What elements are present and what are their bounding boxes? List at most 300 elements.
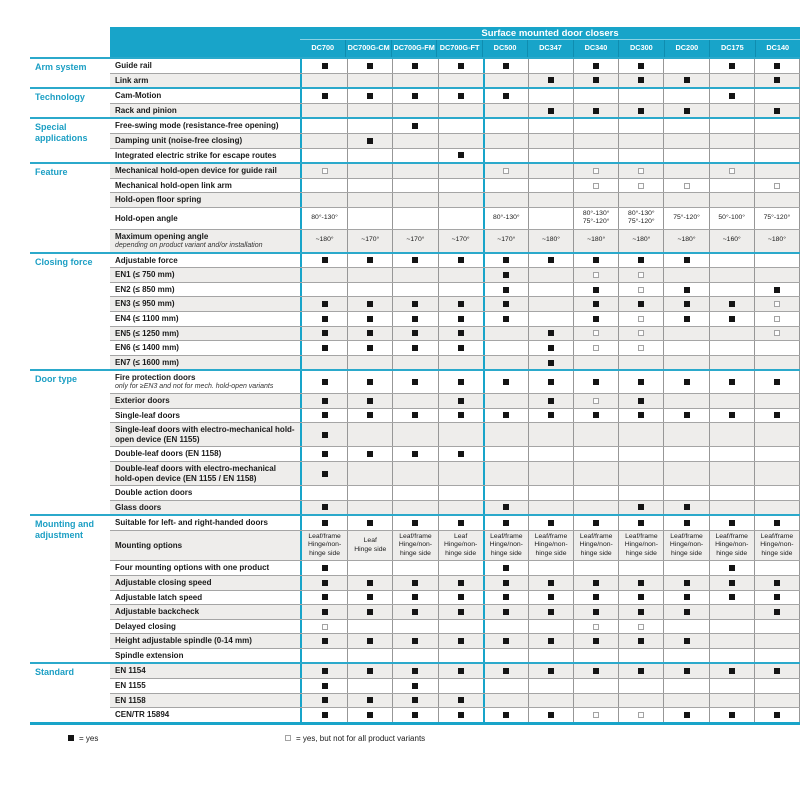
table-cell-dc700g-cm (347, 694, 392, 708)
table-cell-dc347 (528, 341, 573, 355)
yes-icon (458, 316, 464, 322)
partial-yes-icon (774, 316, 780, 322)
table-cell-dc340 (573, 694, 618, 708)
yes-icon (684, 379, 690, 385)
table-cell-dc347 (528, 423, 573, 446)
table-cell-dc175 (709, 268, 754, 282)
table-cell-dc700g-ft (438, 486, 483, 500)
row-label: Rack and pinion (115, 105, 177, 115)
table-cell-dc340 (573, 193, 618, 207)
table-cell-dc175 (709, 591, 754, 605)
table-cell-dc700 (302, 193, 347, 207)
table-cell-dc700g-ft (438, 74, 483, 88)
table-cell-dc300 (618, 591, 663, 605)
section-title: Door type (35, 374, 78, 385)
row-cells (300, 634, 800, 648)
table-cell-dc140 (754, 297, 799, 311)
yes-icon (412, 301, 418, 307)
table-cell-dc500 (483, 283, 528, 297)
row-label: EN7 (≤ 1600 mm) (115, 357, 179, 367)
yes-icon (367, 301, 373, 307)
table-cell-dc700g-fm (392, 74, 437, 88)
yes-icon (684, 609, 690, 615)
partial-yes-icon (593, 712, 599, 718)
yes-icon (322, 638, 328, 644)
yes-icon (458, 301, 464, 307)
row-cells (300, 516, 800, 530)
yes-icon (593, 257, 599, 263)
row-label-cell (110, 254, 300, 268)
table-cell-dc340 (573, 561, 618, 575)
table-cell-dc347 (528, 486, 573, 500)
yes-icon (367, 580, 373, 586)
table-cell-dc340 (573, 649, 618, 663)
table-cell-dc700g-fm (392, 254, 437, 268)
table-cell-dc175 (709, 409, 754, 423)
table-cell-dc175 (709, 708, 754, 722)
table-cell-dc347 (528, 605, 573, 619)
yes-icon (458, 520, 464, 526)
table-row (110, 148, 800, 163)
table-cell-dc700 (302, 149, 347, 163)
table-cell-dc700 (302, 254, 347, 268)
yes-icon (638, 594, 644, 600)
table-cell-dc140 (754, 164, 799, 178)
yes-icon (503, 412, 509, 418)
table-row (110, 633, 800, 648)
row-label-cell (110, 561, 300, 575)
partial-yes-icon (322, 624, 328, 630)
table-cell-dc700 (302, 74, 347, 88)
yes-icon (593, 77, 599, 83)
table-cell-dc347 (528, 649, 573, 663)
table-cell-dc175 (709, 356, 754, 370)
yes-icon (503, 594, 509, 600)
table-cell-dc340 (573, 254, 618, 268)
partial-yes-icon (593, 330, 599, 336)
yes-icon (322, 330, 328, 336)
table-cell-dc700g-cm (347, 297, 392, 311)
table-cell-dc700g-ft (438, 59, 483, 73)
yes-icon (684, 580, 690, 586)
table-cell-dc300 (618, 394, 663, 408)
section-title: Closing force (35, 256, 93, 267)
table-cell-dc300 (618, 149, 663, 163)
yes-icon (503, 93, 509, 99)
row-label-cell (110, 297, 300, 311)
table-cell-dc700g-fm (392, 423, 437, 446)
table-cell-dc175 (709, 283, 754, 297)
table-cell-dc340 (573, 268, 618, 282)
yes-icon (322, 412, 328, 418)
yes-icon (367, 609, 373, 615)
yes-icon (593, 379, 599, 385)
row-label-cell (110, 283, 300, 297)
yes-icon (774, 520, 780, 526)
table-cell-dc140 (754, 561, 799, 575)
table-row (110, 560, 800, 575)
table-cell-dc140 (754, 620, 799, 634)
table-cell-dc700g-ft (438, 649, 483, 663)
table-cell-dc700g-cm (347, 620, 392, 634)
table-cell-dc700 (302, 620, 347, 634)
yes-icon (638, 63, 644, 69)
row-label-cell (110, 104, 300, 118)
table-cell-dc140 (754, 254, 799, 268)
yes-icon (774, 712, 780, 718)
table-cell-dc140 (754, 179, 799, 193)
table-cell-dc347 (528, 179, 573, 193)
table-cell-dc500 (483, 312, 528, 326)
table-cell-dc340 (573, 230, 618, 252)
column-header-dc300: DC300 (618, 40, 663, 57)
yes-icon (412, 257, 418, 263)
table-cell-dc175 (709, 104, 754, 118)
partial-yes-icon (638, 712, 644, 718)
table-cell-dc500 (483, 149, 528, 163)
section-closing-force (30, 252, 800, 370)
table-cell-dc700g-ft (438, 119, 483, 133)
table-cell-dc700g-fm (392, 708, 437, 722)
yes-icon (593, 594, 599, 600)
table-cell-dc200 (663, 341, 708, 355)
table-cell-dc700g-fm (392, 341, 437, 355)
table-cell-dc700g-ft (438, 634, 483, 648)
table-cell-dc700g-ft (438, 89, 483, 103)
section-title: Standard (35, 667, 75, 678)
yes-icon (322, 301, 328, 307)
table-cell-dc700 (302, 341, 347, 355)
row-cells (300, 605, 800, 619)
table-cell-dc140 (754, 649, 799, 663)
table-cell-dc700g-ft (438, 356, 483, 370)
table-cell-dc300 (618, 230, 663, 252)
table-cell-dc175 (709, 394, 754, 408)
table-cell-dc347 (528, 576, 573, 590)
yes-icon (774, 412, 780, 418)
table-cell-dc500 (483, 605, 528, 619)
yes-icon (412, 451, 418, 457)
table-cell-dc700 (302, 664, 347, 678)
table-cell-dc700g-fm (392, 605, 437, 619)
table-cell-dc300 (618, 341, 663, 355)
table-row (110, 326, 800, 341)
yes-icon (458, 594, 464, 600)
table-cell-dc200 (663, 394, 708, 408)
table-cell-dc700g-ft (438, 708, 483, 722)
yes-icon (322, 594, 328, 600)
table-cell-dc700g-cm (347, 119, 392, 133)
table-row (110, 485, 800, 500)
yes-icon (412, 123, 418, 129)
row-cells (300, 312, 800, 326)
table-cell-dc700 (302, 297, 347, 311)
cell-text: ~170° (451, 236, 470, 244)
yes-icon (367, 398, 373, 404)
row-label-cell (110, 486, 300, 500)
yes-icon (684, 77, 690, 83)
yes-icon (322, 683, 328, 689)
row-label-cell (110, 179, 300, 193)
table-cell-dc140 (754, 708, 799, 722)
row-cells (300, 394, 800, 408)
yes-icon (412, 330, 418, 336)
section-special-applications (30, 117, 800, 162)
table-cell-dc700g-ft (438, 312, 483, 326)
table-cell-dc200 (663, 89, 708, 103)
table-cell-dc700g-fm (392, 134, 437, 148)
table-cell-dc700g-cm (347, 283, 392, 297)
table-cell-dc500 (483, 591, 528, 605)
table-cell-dc140 (754, 208, 799, 229)
table-cell-dc700g-ft (438, 327, 483, 341)
table-cell-dc200 (663, 679, 708, 693)
table-cell-dc700g-cm (347, 134, 392, 148)
yes-icon (503, 520, 509, 526)
cell-text: Leaf (363, 537, 377, 545)
row-label-cell (110, 89, 300, 103)
table-cell-dc347 (528, 356, 573, 370)
table-cell-dc175 (709, 230, 754, 252)
section-title: Feature (35, 167, 68, 178)
table-cell-dc200 (663, 409, 708, 423)
table-row (110, 296, 800, 311)
table-cell-dc700g-cm (347, 356, 392, 370)
row-cells (300, 268, 800, 282)
yes-icon (638, 520, 644, 526)
table-cell-dc300 (618, 164, 663, 178)
table-cell-dc200 (663, 531, 708, 560)
yes-icon (774, 63, 780, 69)
yes-icon (684, 257, 690, 263)
table-cell-dc500 (483, 576, 528, 590)
table-cell-dc175 (709, 516, 754, 530)
table-row (110, 282, 800, 297)
row-cells (300, 447, 800, 461)
yes-icon (322, 471, 328, 477)
cell-text: Hinge/non-hinge side (398, 541, 433, 557)
table-cell-dc347 (528, 708, 573, 722)
table-cell-dc300 (618, 649, 663, 663)
table-header (30, 27, 800, 57)
table-cell-dc340 (573, 327, 618, 341)
row-label-cell (110, 149, 300, 163)
table-cell-dc700g-ft (438, 268, 483, 282)
table-cell-dc347 (528, 620, 573, 634)
table-row (110, 619, 800, 634)
yes-icon (503, 287, 509, 293)
table-cell-dc700g-cm (347, 89, 392, 103)
yes-icon (367, 712, 373, 718)
table-cell-dc175 (709, 634, 754, 648)
table-cell-dc200 (663, 164, 708, 178)
row-label: EN4 (≤ 1100 mm) (115, 313, 179, 323)
row-label-cell (110, 664, 300, 678)
row-cells (300, 708, 800, 722)
row-label: Damping unit (noise-free closing) (115, 135, 243, 145)
table-cell-dc175 (709, 312, 754, 326)
filled-square-icon (68, 735, 74, 741)
table-cell-dc140 (754, 462, 799, 485)
door-closer-comparison-table (30, 27, 800, 743)
table-cell-dc700g-cm (347, 516, 392, 530)
table-cell-dc200 (663, 708, 708, 722)
table-cell-dc347 (528, 193, 573, 207)
yes-icon (322, 668, 328, 674)
table-cell-dc140 (754, 371, 799, 393)
table-cell-dc700g-fm (392, 694, 437, 708)
yes-icon (684, 287, 690, 293)
legend (68, 734, 800, 743)
table-cell-dc200 (663, 561, 708, 575)
yes-icon (367, 668, 373, 674)
table-cell-dc700g-fm (392, 501, 437, 515)
table-cell-dc347 (528, 164, 573, 178)
yes-icon (322, 504, 328, 510)
table-cell-dc340 (573, 297, 618, 311)
table-cell-dc700g-ft (438, 134, 483, 148)
row-cells (300, 679, 800, 693)
partial-yes-icon (593, 183, 599, 189)
table-cell-dc700g-ft (438, 394, 483, 408)
row-cells (300, 462, 800, 485)
table-cell-dc500 (483, 649, 528, 663)
table-cell-dc175 (709, 649, 754, 663)
table-cell-dc500 (483, 531, 528, 560)
yes-icon (458, 398, 464, 404)
table-cell-dc300 (618, 179, 663, 193)
table-cell-dc700g-fm (392, 179, 437, 193)
row-label: Double action doors (115, 488, 193, 498)
row-cells (300, 149, 800, 163)
table-cell-dc340 (573, 394, 618, 408)
row-label-cell (110, 134, 300, 148)
table-cell-dc140 (754, 531, 799, 560)
row-label-cell (110, 694, 300, 708)
row-cells (300, 664, 800, 678)
table-cell-dc700g-cm (347, 649, 392, 663)
table-cell-dc700 (302, 134, 347, 148)
table-cell-dc140 (754, 501, 799, 515)
table-cell-dc175 (709, 486, 754, 500)
table-cell-dc700g-cm (347, 193, 392, 207)
table-cell-dc700 (302, 501, 347, 515)
row-label: Height adjustable spindle (0-14 mm) (115, 636, 252, 646)
table-cell-dc700g-fm (392, 561, 437, 575)
yes-icon (638, 398, 644, 404)
table-cell-dc700g-cm (347, 327, 392, 341)
yes-icon (367, 379, 373, 385)
cell-text: 80°-130° (582, 209, 610, 217)
partial-yes-icon (774, 183, 780, 189)
table-cell-dc140 (754, 679, 799, 693)
cell-text: 80°-130° (493, 214, 520, 222)
table-cell-dc140 (754, 104, 799, 118)
table-cell-dc500 (483, 486, 528, 500)
section-title: Special applications (35, 122, 88, 144)
table-cell-dc700g-cm (347, 423, 392, 446)
cell-text: Hinge/non-hinge side (534, 541, 568, 557)
yes-icon (774, 668, 780, 674)
yes-icon (458, 638, 464, 644)
table-cell-dc200 (663, 576, 708, 590)
yes-icon (503, 63, 509, 69)
table-cell-dc700g-ft (438, 561, 483, 575)
yes-icon (548, 330, 554, 336)
table-cell-dc347 (528, 694, 573, 708)
yes-icon (729, 565, 735, 571)
row-label-cell (110, 591, 300, 605)
yes-icon (593, 609, 599, 615)
yes-icon (684, 520, 690, 526)
table-cell-dc700g-ft (438, 409, 483, 423)
row-label-cell (110, 164, 300, 178)
partial-yes-icon (638, 316, 644, 322)
yes-icon (684, 638, 690, 644)
table-cell-dc347 (528, 312, 573, 326)
section-arm-system (30, 57, 800, 87)
row-label-cell (110, 516, 300, 530)
yes-icon (412, 63, 418, 69)
table-cell-dc175 (709, 149, 754, 163)
table-cell-dc340 (573, 516, 618, 530)
row-cells (300, 409, 800, 423)
table-cell-dc700 (302, 486, 347, 500)
table-cell-dc700g-fm (392, 394, 437, 408)
yes-icon (548, 712, 554, 718)
table-cell-dc340 (573, 423, 618, 446)
yes-icon (548, 360, 554, 366)
table-row (110, 267, 800, 282)
table-cell-dc700g-cm (347, 341, 392, 355)
yes-icon (638, 77, 644, 83)
table-cell-dc300 (618, 501, 663, 515)
table-cell-dc300 (618, 605, 663, 619)
row-label: EN3 (≤ 950 mm) (115, 299, 175, 309)
column-header-dc700: DC700 (311, 43, 335, 52)
yes-icon (593, 580, 599, 586)
row-cells (300, 89, 800, 103)
row-label: Maximum opening angle (115, 231, 209, 241)
row-cells (300, 179, 800, 193)
table-cell-dc300 (618, 423, 663, 446)
row-cells (300, 327, 800, 341)
row-label: EN 1158 (115, 695, 146, 705)
cell-text: Hinge/non-hinge side (760, 541, 794, 557)
table-cell-dc200 (663, 664, 708, 678)
table-cell-dc175 (709, 501, 754, 515)
table-cell-dc200 (663, 327, 708, 341)
cell-text: Leaf/frame (490, 532, 523, 540)
yes-icon (322, 712, 328, 718)
row-label: Hold-open angle (115, 213, 178, 223)
yes-icon (638, 412, 644, 418)
yes-icon (729, 301, 735, 307)
table-cell-dc700g-ft (438, 576, 483, 590)
yes-icon (412, 638, 418, 644)
table-cell-dc700 (302, 561, 347, 575)
table-cell-dc700 (302, 356, 347, 370)
table-cell-dc700g-fm (392, 164, 437, 178)
table-cell-dc700g-cm (347, 104, 392, 118)
yes-icon (729, 580, 735, 586)
row-label-cell (110, 462, 300, 485)
yes-icon (684, 108, 690, 114)
yes-icon (774, 594, 780, 600)
table-row (110, 648, 800, 663)
table-cell-dc347 (528, 409, 573, 423)
table-cell-dc200 (663, 268, 708, 282)
